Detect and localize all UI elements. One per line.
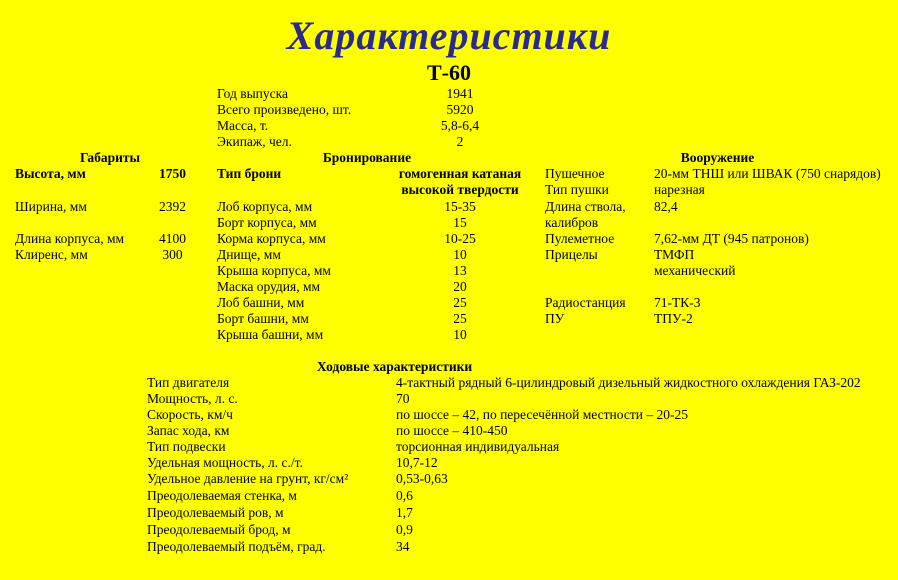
weapon-value: 7,62-мм ДТ (945 патронов)	[654, 231, 809, 246]
mobility-label: Тип подвески	[147, 439, 226, 454]
mobility-label: Преодолеваемая стенка, м	[147, 488, 297, 503]
general-value: 1941	[446, 86, 474, 101]
armor-type-value: гомогенная катаная	[398, 166, 522, 181]
armor-value: 15	[453, 215, 467, 230]
armor-label: Лоб корпуса, мм	[217, 199, 313, 214]
dimension-value: 1750	[159, 166, 186, 181]
mobility-label: Скорость, км/ч	[147, 407, 233, 422]
armor-label: Крыша корпуса, мм	[217, 263, 331, 278]
armor-header: Бронирование	[322, 150, 412, 165]
armor-value: 13	[453, 263, 467, 278]
weapon-label: Тип пушки	[545, 182, 609, 197]
weapon-value: нарезная	[654, 182, 705, 197]
weapon-label: калибров	[545, 215, 599, 230]
mobility-label: Преодолеваемый брод, м	[147, 522, 291, 537]
mobility-value: 0,9	[396, 522, 413, 537]
dimension-label: Высота, мм	[15, 166, 86, 181]
mobility-value: по шоссе – 410-450	[396, 423, 508, 438]
dimension-label: Клиренс, мм	[15, 247, 88, 262]
mobility-label: Тип двигателя	[147, 375, 230, 390]
armor-label: Борт корпуса, мм	[217, 215, 317, 230]
mobility-label: Мощность, л. с.	[147, 391, 238, 406]
mobility-value: 34	[396, 539, 410, 554]
armor-value: 25	[453, 311, 467, 326]
weapon-label: Прицелы	[545, 247, 598, 262]
general-value: 5920	[446, 102, 474, 117]
mobility-value: 0,6	[396, 488, 413, 503]
armor-type-label: Тип брони	[217, 166, 282, 181]
weapon-value: ТМФП	[654, 247, 695, 262]
mobility-label: Удельное давление на грунт, кг/см²	[147, 471, 349, 486]
general-value: 2	[456, 134, 464, 149]
mobility-label: Удельная мощность, л. с./т.	[147, 455, 303, 470]
general-label: Год выпуска	[217, 86, 288, 101]
dimension-value: 2392	[159, 199, 186, 214]
armor-value: 25	[453, 295, 467, 310]
mobility-value: торсионная индивидуальная	[396, 439, 560, 454]
mobility-value: 10,7-12	[396, 455, 438, 470]
weapon-label: Длина ствола,	[545, 199, 626, 214]
dimensions-header: Габариты	[79, 150, 141, 165]
armor-value: 10-25	[444, 231, 476, 246]
armor-label: Корма корпуса, мм	[217, 231, 326, 246]
mobility-label: Запас хода, км	[147, 423, 230, 438]
mobility-value: по шоссе – 42, по пересечённой местности – 20-25	[396, 407, 688, 422]
weapon-value: 71-ТК-3	[654, 295, 701, 310]
mobility-value: 4-тактный рядный 6-цилиндровый дизельный жидкостного охлаждения ГАЗ-202	[396, 375, 861, 390]
mobility-value: 1,7	[396, 505, 413, 520]
mobility-value: 0,53-0,63	[396, 471, 448, 486]
armor-label: Днище, мм	[217, 247, 281, 262]
general-label: Масса, т.	[217, 118, 269, 133]
mobility-label: Преодолеваемый подъём, град.	[147, 539, 326, 554]
weapon-value: 20-мм ТНШ или ШВАК (750 снарядов)	[654, 166, 881, 181]
armor-type-value: высокой твердости	[401, 182, 519, 197]
general-label: Экипаж, чел.	[217, 134, 292, 149]
weapon-value: ТПУ-2	[654, 311, 693, 326]
weapon-label: Радиостанция	[545, 295, 626, 310]
weapon-value: механический	[654, 263, 736, 278]
armor-label: Маска орудия, мм	[217, 279, 321, 294]
armor-label: Крыша башни, мм	[217, 327, 324, 342]
page-title: Характеристики	[286, 13, 612, 58]
tank-name: Т-60	[427, 60, 471, 85]
weapon-value: 82,4	[654, 199, 678, 214]
armor-value: 20	[453, 279, 467, 294]
weapon-label: ПУ	[545, 311, 565, 326]
armor-label: Борт башни, мм	[217, 311, 309, 326]
dimension-value: 300	[162, 247, 183, 262]
mobility-label: Преодолеваемый ров, м	[147, 505, 284, 520]
armor-value: 10	[453, 247, 467, 262]
armor-label: Лоб башни, мм	[217, 295, 305, 310]
dimension-label: Ширина, мм	[15, 199, 87, 214]
mobility-header: Ходовые характеристики	[316, 359, 473, 374]
dimension-value: 4100	[159, 231, 186, 246]
mobility-value: 70	[396, 391, 410, 406]
general-value: 5,8-6,4	[440, 118, 480, 133]
general-label: Всего произведено, шт.	[217, 102, 352, 117]
weapons-header: Вооружение	[680, 150, 755, 165]
weapon-label: Пулеметное	[545, 231, 615, 246]
armor-value: 15-35	[444, 199, 476, 214]
weapon-label: Пушечное	[545, 166, 605, 181]
dimension-label: Длина корпуса, мм	[15, 231, 125, 246]
armor-value: 10	[453, 327, 467, 342]
